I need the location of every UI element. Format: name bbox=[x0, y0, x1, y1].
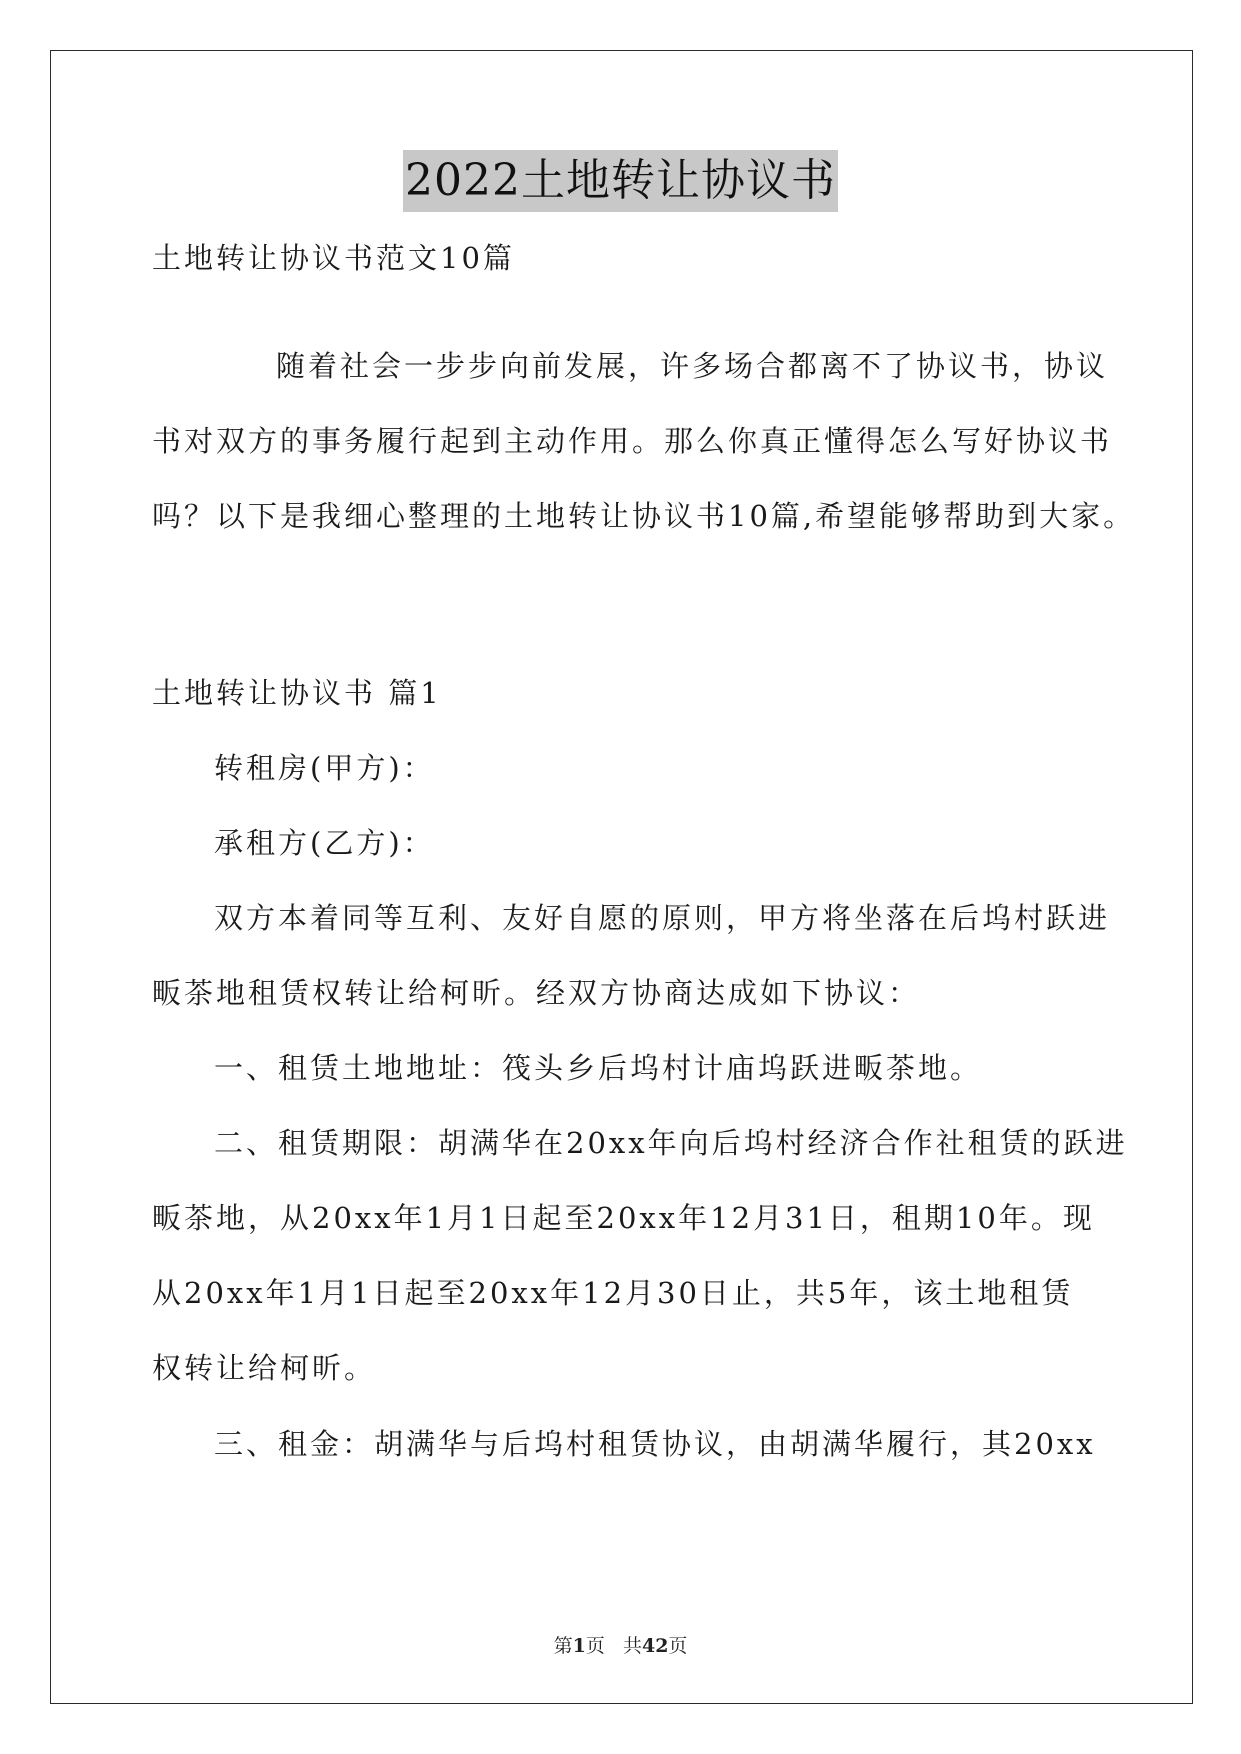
footer-total-prefix: 共 bbox=[622, 1635, 642, 1657]
intro-line-3: 吗？以下是我细心整理的土地转让协议书10篇,希望能够帮助到大家。 bbox=[152, 499, 1136, 533]
body-line-1: 双方本着同等互利、友好自愿的原则，甲方将坐落在后坞村跃进 bbox=[214, 901, 1111, 935]
body-line-2: 畈茶地租赁权转让给柯昕。经双方协商达成如下协议： bbox=[152, 976, 921, 1010]
intro-line-2: 书对双方的事务履行起到主动作用。那么你真正懂得怎么写好协议书 bbox=[152, 424, 1113, 458]
footer-total-pages: 42 bbox=[641, 1635, 669, 1657]
page-footer bbox=[0, 1633, 1241, 1659]
document-title: 2022土地转让协议书 bbox=[403, 150, 838, 212]
footer-page-suffix: 页 bbox=[585, 1635, 605, 1657]
section-heading: 土地转让协议书 篇1 bbox=[152, 676, 442, 710]
body-line-8: 三、租金：胡满华与后坞村租赁协议，由胡满华履行，其20xx bbox=[214, 1427, 1096, 1461]
body-line-3: 一、租赁土地地址：筏头乡后坞村计庙坞跃进畈茶地。 bbox=[214, 1051, 983, 1085]
party-a-line: 转租房(甲方)： bbox=[214, 751, 435, 785]
body-line-6: 从20xx年1月1日起至20xx年12月30日止，共5年，该土地租赁 bbox=[152, 1276, 1074, 1310]
intro-line-1: 随着社会一步步向前发展，许多场合都离不了协议书，协议 bbox=[276, 349, 1109, 383]
footer-prefix: 第 bbox=[553, 1635, 573, 1657]
body-line-7: 权转让给柯昕。 bbox=[152, 1351, 377, 1385]
party-b-line: 承租方(乙方)： bbox=[214, 826, 435, 860]
body-line-5: 畈茶地，从20xx年1月1日起至20xx年12月31日，租期10年。现 bbox=[152, 1201, 1095, 1235]
body-line-4: 二、租赁期限：胡满华在20xx年向后坞村经济合作社租赁的跃进 bbox=[214, 1126, 1128, 1160]
footer-total-suffix: 页 bbox=[668, 1635, 688, 1657]
footer-page-number: 1 bbox=[572, 1635, 586, 1657]
title-area bbox=[0, 150, 1241, 212]
document-subtitle: 土地转让协议书范文10篇 bbox=[152, 241, 515, 275]
